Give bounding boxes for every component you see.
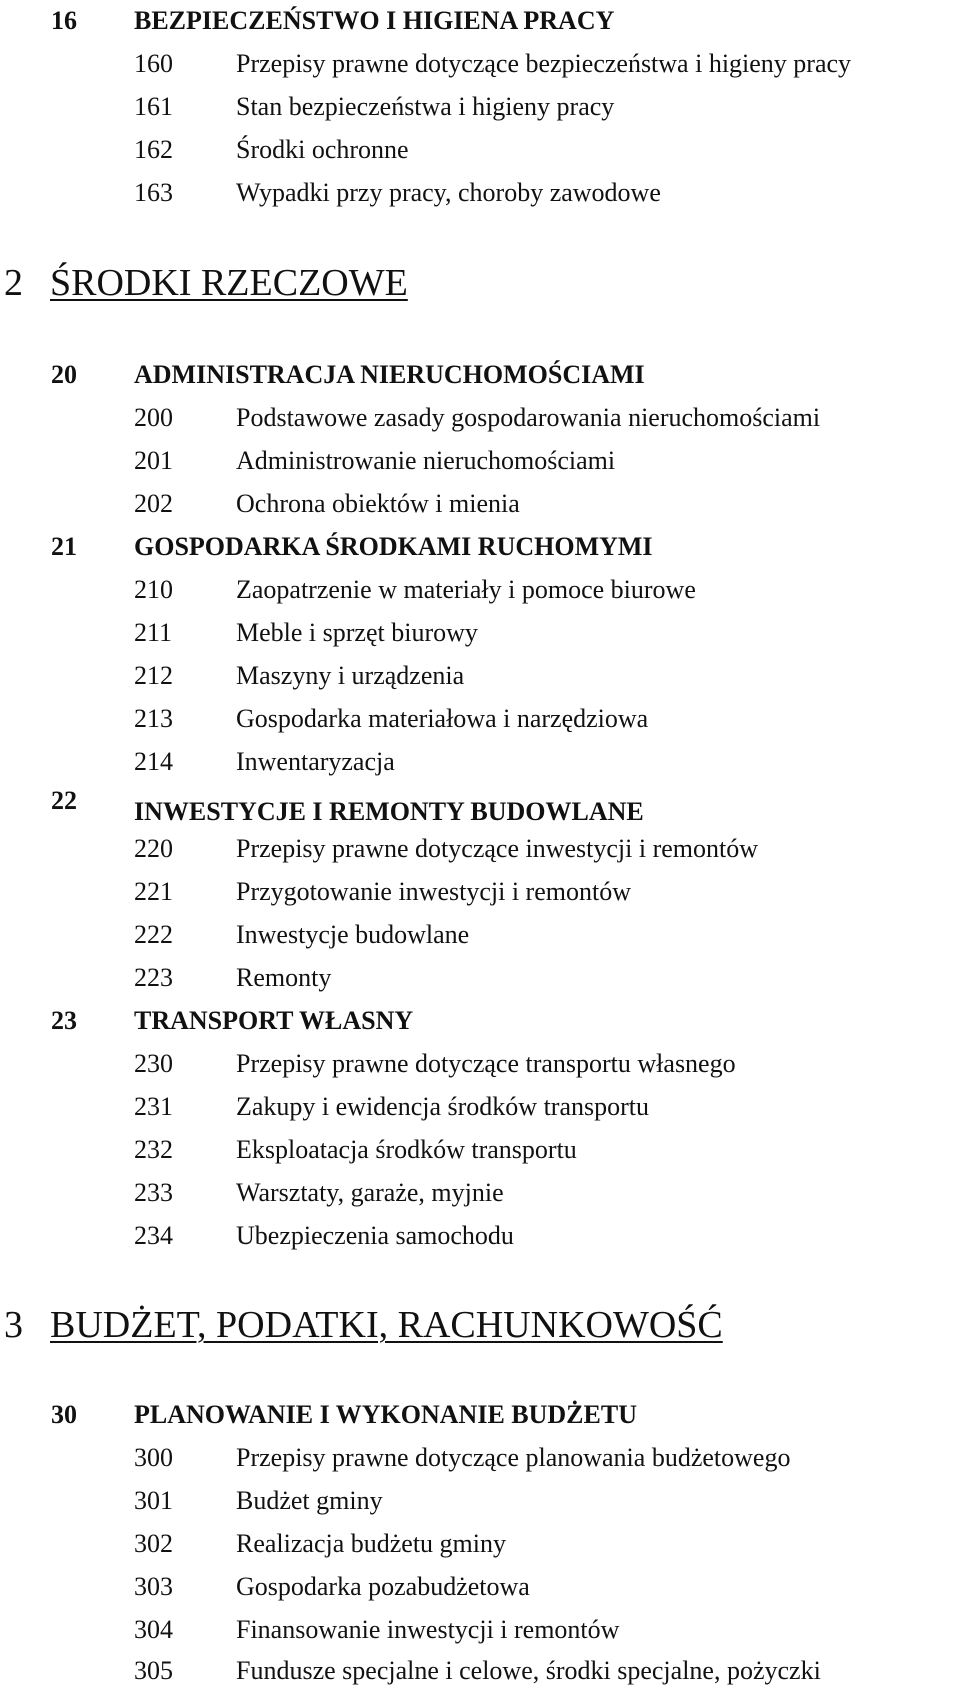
item-label: Zaopatrzenie w materiały i pomoce biurowe (236, 575, 696, 604)
item-number: 162 (134, 135, 173, 164)
group-number: 16 (51, 6, 77, 35)
item-number: 214 (134, 747, 173, 776)
item-label: Inwestycje budowlane (236, 920, 470, 949)
group-number: 21 (51, 532, 77, 561)
item-label: Przepisy prawne dotyczące planowania budżetowego (236, 1443, 791, 1472)
item-number: 160 (134, 49, 173, 78)
item-label: Przepisy prawne dotyczące bezpieczeństwa i higieny pracy (236, 49, 852, 78)
group-title: ADMINISTRACJA NIERUCHOMOŚCIAMI (134, 360, 645, 389)
item-number: 220 (134, 834, 173, 863)
item-label: Ubezpieczenia samochodu (236, 1221, 514, 1250)
item-number: 234 (134, 1221, 173, 1250)
item-label: Maszyny i urządzenia (236, 661, 465, 690)
group-title: BEZPIECZEŃSTWO I HIGIENA PRACY (134, 6, 615, 35)
item-label: Eksploatacja środków transportu (236, 1135, 577, 1164)
item-label: Przygotowanie inwestycji i remontów (236, 877, 631, 906)
item-number: 161 (134, 92, 173, 121)
item-label: Wypadki przy pracy, choroby zawodowe (236, 178, 661, 207)
item-number: 300 (134, 1443, 173, 1472)
item-number: 213 (134, 704, 173, 733)
item-number: 301 (134, 1486, 173, 1515)
group-title: TRANSPORT WŁASNY (134, 1006, 414, 1035)
item-number: 305 (134, 1656, 173, 1685)
item-label: Ochrona obiektów i mienia (236, 489, 520, 518)
item-number: 200 (134, 403, 173, 432)
item-number: 201 (134, 446, 173, 475)
item-label: Meble i sprzęt biurowy (236, 618, 478, 647)
item-label: Środki ochronne (236, 135, 409, 164)
item-number: 221 (134, 877, 173, 906)
item-label: Fundusze specjalne i celowe, środki specjalne, pożyczki (236, 1656, 821, 1685)
item-label: Gospodarka materiałowa i narzędziowa (236, 704, 649, 733)
item-label: Inwentaryzacja (236, 747, 395, 776)
item-label: Realizacja budżetu gminy (236, 1529, 507, 1558)
group-number: 23 (51, 1006, 77, 1035)
group-title: GOSPODARKA ŚRODKAMI RUCHOMYMI (134, 532, 653, 561)
item-number: 304 (134, 1615, 173, 1644)
group-number: 20 (51, 360, 77, 389)
group-number: 22 (51, 786, 77, 815)
group-number: 30 (51, 1400, 77, 1429)
group-title: INWESTYCJE I REMONTY BUDOWLANE (134, 797, 644, 826)
item-number: 202 (134, 489, 173, 518)
item-number: 233 (134, 1178, 173, 1207)
item-number: 232 (134, 1135, 173, 1164)
item-label: Podstawowe zasady gospodarowania nieruchomościami (236, 403, 821, 432)
item-number: 210 (134, 575, 173, 604)
class-title: BUDŻET, PODATKI, RACHUNKOWOŚĆ (50, 1304, 723, 1346)
item-number: 303 (134, 1572, 173, 1601)
item-label: Administrowanie nieruchomościami (236, 446, 616, 475)
item-label: Przepisy prawne dotyczące inwestycji i remontów (236, 834, 758, 863)
class-number: 2 (4, 262, 23, 304)
item-label: Zakupy i ewidencja środków transportu (236, 1092, 650, 1121)
item-label: Warsztaty, garaże, myjnie (236, 1178, 504, 1207)
item-number: 212 (134, 661, 173, 690)
item-label: Remonty (236, 963, 332, 992)
item-number: 163 (134, 178, 173, 207)
class-number: 3 (4, 1304, 23, 1346)
item-number: 223 (134, 963, 173, 992)
item-label: Finansowanie inwestycji i remontów (236, 1615, 620, 1644)
item-number: 302 (134, 1529, 173, 1558)
item-label: Przepisy prawne dotyczące transportu własnego (236, 1049, 736, 1078)
item-number: 231 (134, 1092, 173, 1121)
item-number: 230 (134, 1049, 173, 1078)
item-number: 211 (134, 618, 173, 647)
item-label: Gospodarka pozabudżetowa (236, 1572, 530, 1601)
item-number: 222 (134, 920, 173, 949)
item-label: Stan bezpieczeństwa i higieny pracy (236, 92, 615, 121)
class-title: ŚRODKI RZECZOWE (50, 262, 408, 304)
group-title: PLANOWANIE I WYKONANIE BUDŻETU (134, 1400, 637, 1429)
item-label: Budżet gminy (236, 1486, 383, 1515)
